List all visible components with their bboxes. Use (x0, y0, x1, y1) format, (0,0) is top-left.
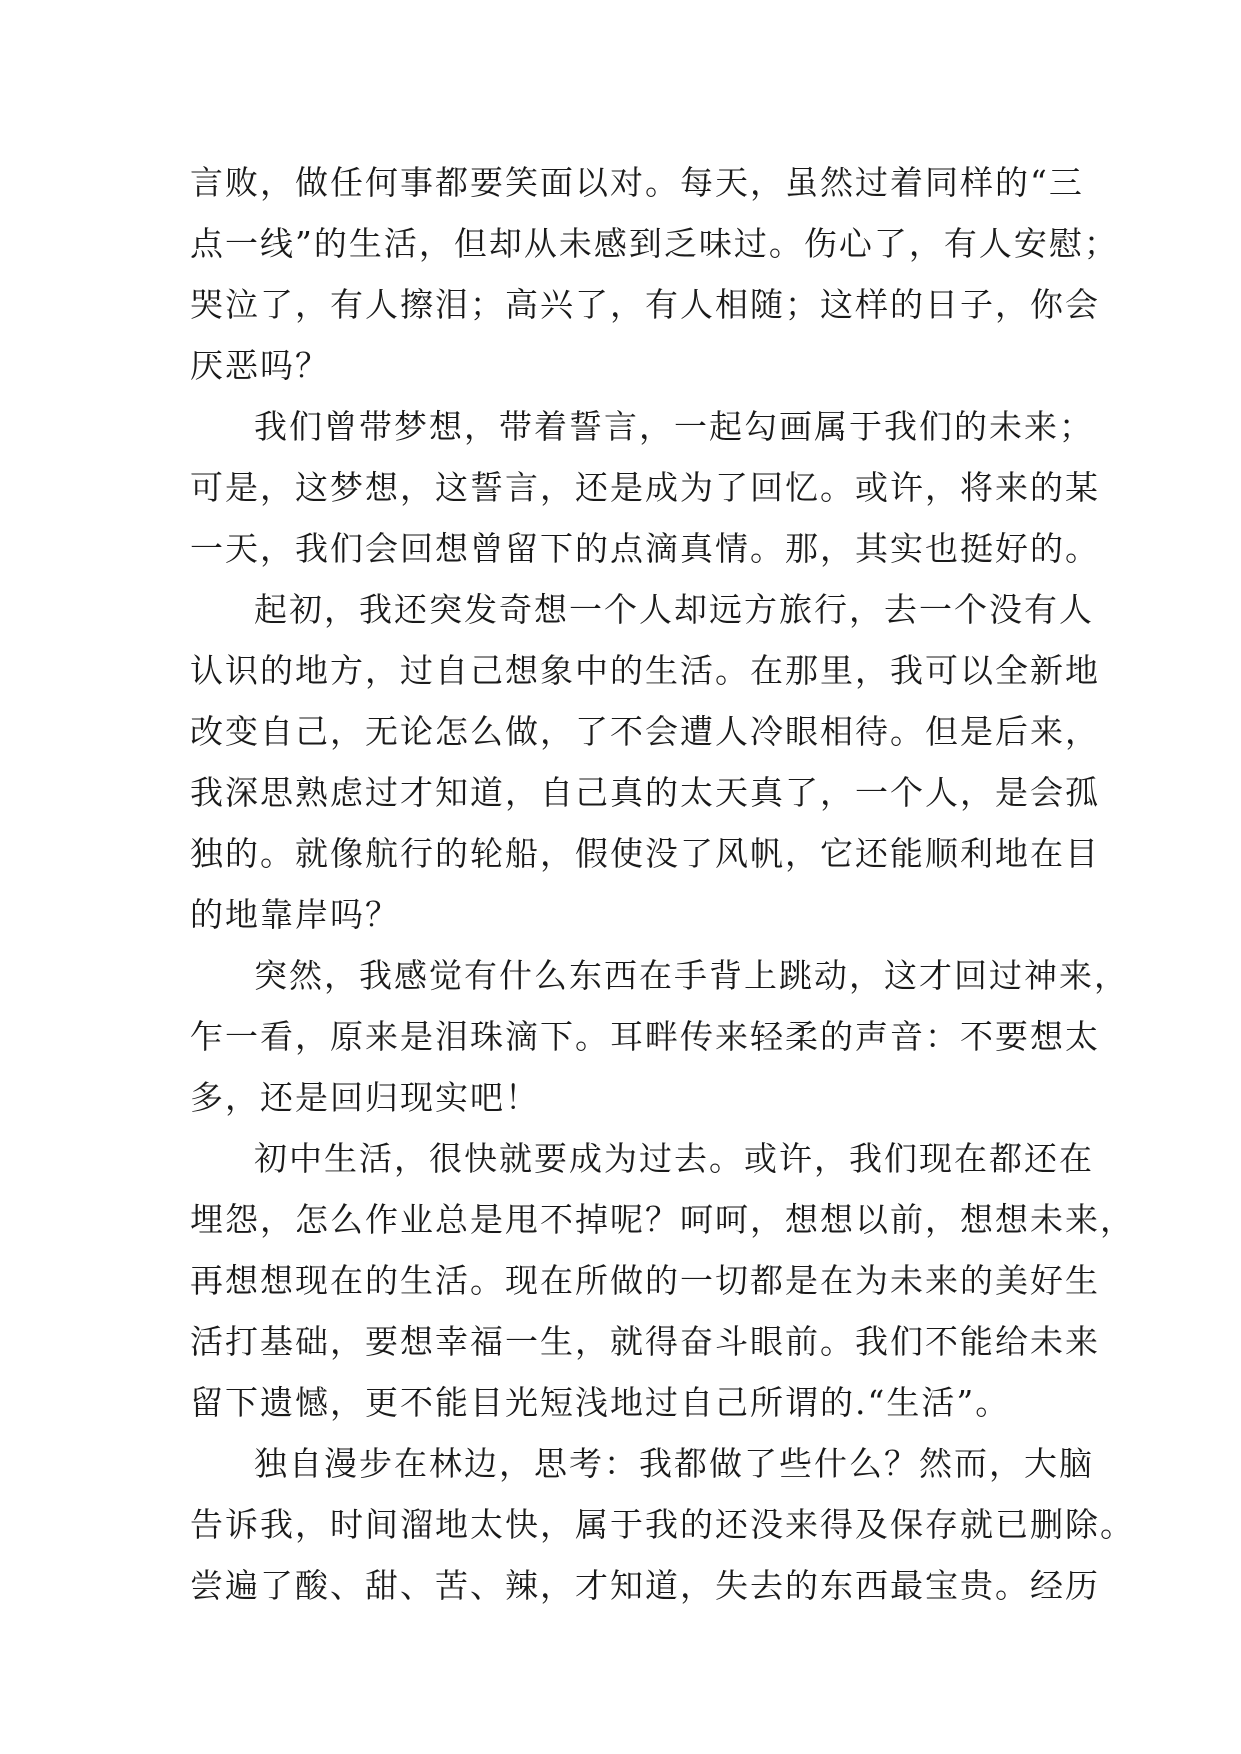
text-line: 埋怨，怎么作业总是甩不掉呢？呵呵，想想以前，想想未来， (190, 1200, 1135, 1239)
text-line: 起初，我还突发奇想一个人却远方旅行，去一个没有人 (254, 590, 1094, 629)
text-line: 突然，我感觉有什么东西在手背上跳动，这才回过神来， (254, 956, 1129, 995)
text-line: 告诉我，时间溜地太快，属于我的还没来得及保存就已删除。 (190, 1505, 1135, 1544)
text-line: 我们曾带梦想，带着誓言，一起勾画属于我们的未来； (254, 407, 1094, 446)
text-line: 留下遗憾，更不能目光短浅地过自己所谓的.“生活”。 (190, 1383, 1011, 1422)
text-line: 再想想现在的生活。现在所做的一切都是在为未来的美好生 (190, 1261, 1100, 1300)
text-line: 改变自己，无论怎么做，了不会遭人冷眼相待。但是后来， (190, 712, 1100, 751)
text-line: 言败，做任何事都要笑面以对。每天，虽然过着同样的“三 (190, 163, 1084, 202)
text-line: 乍一看，原来是泪珠滴下。耳畔传来轻柔的声音：不要想太 (190, 1017, 1100, 1056)
text-line: 初中生活，很快就要成为过去。或许，我们现在都还在 (254, 1139, 1094, 1178)
text-line: 独的。就像航行的轮船，假使没了风帆，它还能顺利地在目 (190, 834, 1100, 873)
text-line: 认识的地方，过自己想象中的生活。在那里，我可以全新地 (190, 651, 1100, 690)
text-line: 独自漫步在林边，思考：我都做了些什么？然而，大脑 (254, 1444, 1094, 1483)
text-line: 可是，这梦想，这誓言，还是成为了回忆。或许，将来的某 (190, 468, 1100, 507)
document-body (190, 152, 1135, 1616)
text-line: 的地靠岸吗？ (190, 895, 400, 934)
text-line: 一天，我们会回想曾留下的点滴真情。那，其实也挺好的。 (190, 529, 1100, 568)
text-line: 厌恶吗？ (190, 346, 330, 385)
text-line: 多，还是回归现实吧！ (190, 1078, 540, 1117)
text-line: 我深思熟虑过才知道，自己真的太天真了，一个人，是会孤 (190, 773, 1100, 812)
text-line: 活打基础，要想幸福一生，就得奋斗眼前。我们不能给未来 (190, 1322, 1100, 1361)
text-line: 点一线”的生活，但却从未感到乏味过。伤心了，有人安慰； (190, 224, 1119, 263)
text-line: 哭泣了，有人擦泪；高兴了，有人相随；这样的日子，你会 (190, 285, 1100, 324)
text-line: 尝遍了酸、甜、苦、辣，才知道，失去的东西最宝贵。经历 (190, 1566, 1100, 1605)
